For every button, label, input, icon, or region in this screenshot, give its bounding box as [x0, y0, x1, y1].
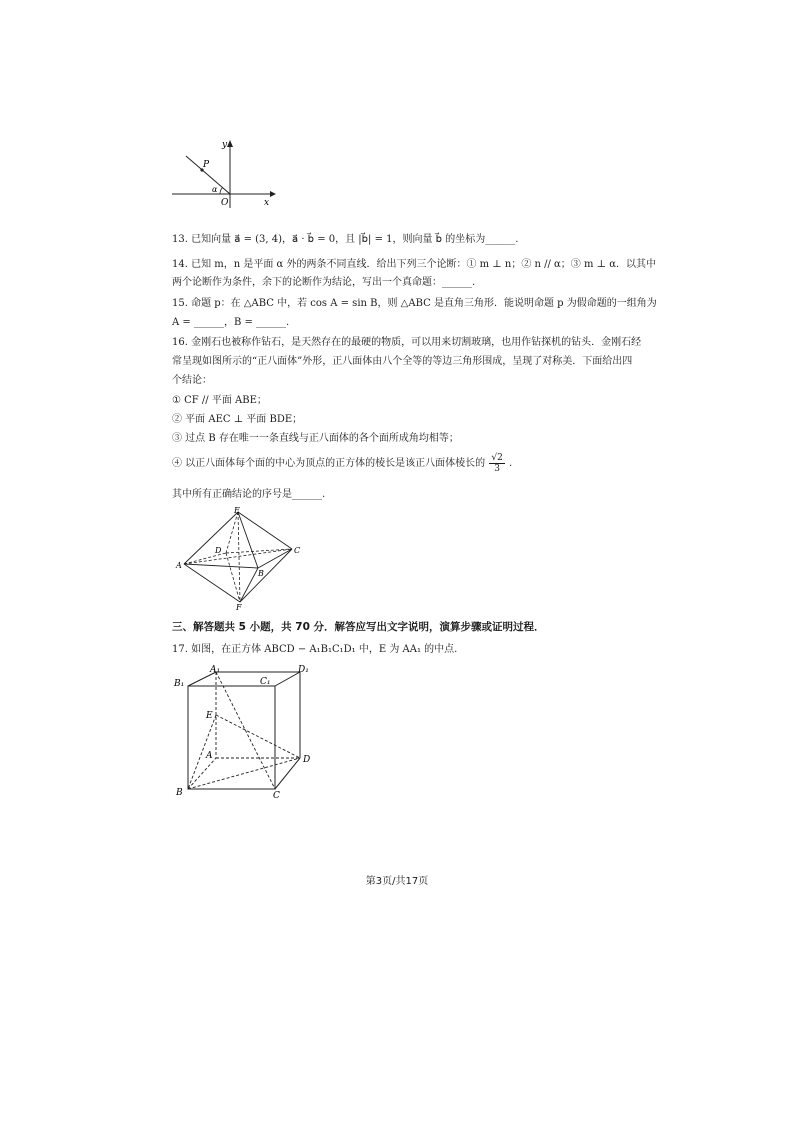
vertex-f: F	[236, 603, 242, 612]
vertex-a: A	[206, 751, 213, 761]
question-16-line-1: 16. 金刚石也被称作钻石，是天然存在的最硬的物质，可以用来切割玻璃，也用作钻探机的钻头．金刚石经	[172, 337, 642, 348]
question-14-line-1: 14. 已知 m，n 是平面 α 外的两条不同直线．给出下列三个论断：① m ⊥ n；② n // α；③ m ⊥ α．以其中	[172, 259, 656, 270]
question-15-line-2: A = ______，B = ______.	[172, 317, 290, 328]
conclusion-4-text: ④ 以正八面体每个面的中心为顶点的正方体的棱长是该正八面体棱长的	[172, 458, 486, 469]
x-axis-arrow	[270, 191, 276, 197]
question-17: 17. 如图，在正方体 ABCD − A₁B₁C₁D₁ 中，E 为 AA₁ 的中点.	[172, 644, 458, 655]
octahedron-figure	[170, 504, 310, 612]
angle-arc	[220, 188, 223, 195]
label-p: P	[203, 160, 210, 170]
sqrt2-over-3-fraction	[489, 453, 504, 474]
vertex-e: E	[206, 711, 213, 721]
vertex-c: C	[294, 546, 301, 555]
cube-figure	[170, 664, 320, 800]
vertex-c: C	[273, 791, 280, 800]
conclusion-2: ② 平面 AEC ⊥ 平面 BDE；	[172, 414, 303, 425]
label-o: O	[221, 198, 229, 208]
label-alpha: α	[212, 185, 218, 194]
vertex-b: B	[258, 569, 264, 578]
question-14-line-2: 两个论断作为条件，余下的论断作为结论，写出一个真命题：______.	[172, 277, 476, 288]
label-x: x	[264, 198, 270, 208]
conclusion-4	[172, 453, 512, 474]
section-3-heading: 三、解答题共 5 小题，共 70 分．解答应写出文字说明，演算步骤或证明过程．	[172, 621, 545, 633]
label-y: y	[222, 140, 228, 150]
question-15-line-1: 15. 命题 p：在 △ABC 中，若 cos A = sin B，则 △ABC 是直角三角形．能说明命题 p 为假命题的一组角为	[172, 298, 657, 309]
vertex-b1: B₁	[174, 679, 185, 689]
fraction-denominator: 3	[494, 464, 500, 474]
question-16-line-2: 常呈现如图所示的“正八面体”外形，正八面体由八个全等的等边三角形围成，呈现了对称美．下面给出四	[172, 356, 633, 367]
vertex-c1: C₁	[260, 677, 271, 687]
question-16-line-3: 个结论：	[172, 375, 212, 386]
vertex-d: D	[215, 546, 222, 555]
fraction-numerator: √2	[491, 453, 503, 463]
vertex-d: D	[303, 755, 311, 765]
question-13: 13. 已知向量 a⃗ = (3, 4)，a⃗ · b⃗ = 0，且 |b⃗| = 1，则向量 b⃗ 的坐标为______.	[172, 234, 519, 245]
conclusion-1: ① CF // 平面 ABE；	[172, 395, 267, 406]
vertex-b: B	[176, 788, 183, 798]
y-axis-arrow	[227, 140, 233, 147]
page-number: 第3页/共17页	[365, 876, 429, 887]
vertex-a1: A₁	[210, 665, 221, 675]
conclusion-3: ③ 过点 B 存在唯一一条直线与正八面体的各个面所成角均相等；	[172, 433, 459, 444]
question-16-ask: 其中所有正确结论的序号是______.	[172, 489, 326, 500]
conclusion-4-end: .	[509, 458, 513, 469]
vertex-e: E	[234, 506, 240, 515]
vertex-d1: D₁	[298, 665, 309, 675]
coordinate-figure	[170, 138, 280, 210]
vertex-a: A	[176, 561, 182, 570]
